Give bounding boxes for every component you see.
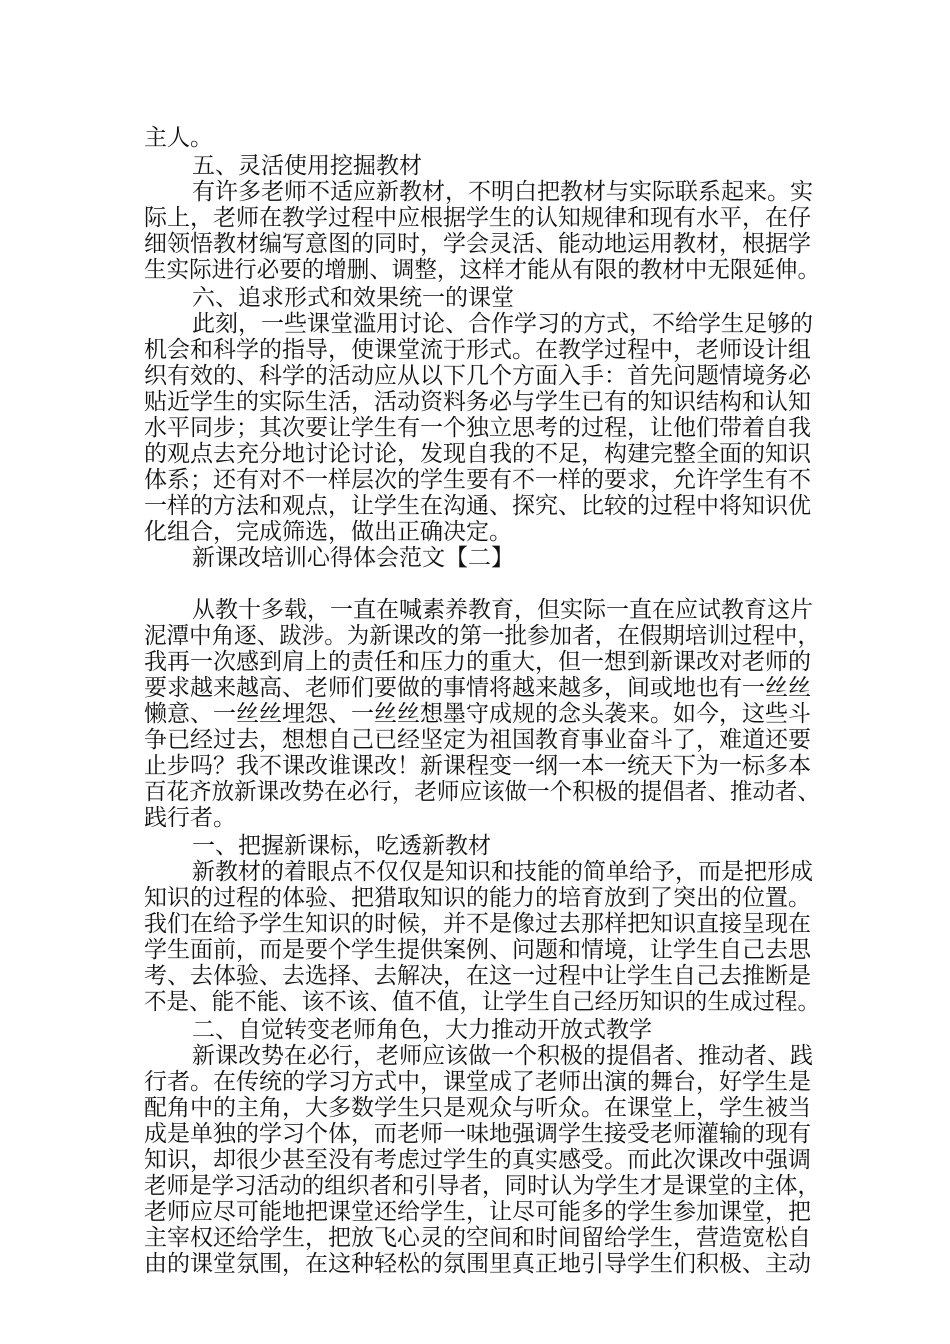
text-line: 老师是学习活动的组织者和引导者，同时认为学生才是课堂的主体， <box>144 1173 820 1199</box>
text-line: 行者。在传统的学习方式中，课堂成了老师出演的舞台，好学生是 <box>144 1069 811 1095</box>
text-line: 的观点去充分地讨论讨论，发现自我的不足，构建完整全面的知识 <box>144 441 811 467</box>
text-line: 我再一次感到肩上的责任和压力的重大，但一想到新课改对老师的 <box>144 649 811 675</box>
text-line: 学生面前，而是要个学生提供案例、问题和情境，让学生自己去思 <box>144 937 811 963</box>
text-line: 考、去体验、去选择、去解决，在这一过程中让学生自己去推断是 <box>144 963 811 989</box>
text-line: 化组合，完成筛选，做出正确决定。 <box>144 519 512 545</box>
text-line: 此刻，一些课堂滥用讨论、合作学习的方式，不给学生足够的 <box>192 311 813 337</box>
text-line: 老师应尽可能地把课堂还给学生，让尽可能多的学生参加课堂，把 <box>144 1199 811 1225</box>
text-line: 主人。 <box>144 125 213 151</box>
section-heading: 六、追求形式和效果统一的课堂 <box>192 285 514 311</box>
text-line: 体系；还有对不一样层次的学生要有不一样的要求，允许学生有不 <box>144 467 811 493</box>
text-line: 一样的方法和观点，让学生在沟通、探究、比较的过程中将知识优 <box>144 493 811 519</box>
text-line: 新教材的着眼点不仅仅是知识和技能的简单给予，而是把形成 <box>192 859 813 885</box>
text-line: 有许多老师不适应新教材，不明白把教材与实际联系起来。实 <box>192 179 813 205</box>
section-heading: 二、自觉转变老师角色，大力推动开放式教学 <box>192 1017 652 1043</box>
text-line: 泥潭中角逐、跋涉。为新课改的第一批参加者，在假期培训过程中， <box>144 623 820 649</box>
text-line: 止步吗？我不课改谁课改！新课程变一纲一本一统天下为一标多本 <box>144 753 811 779</box>
text-line: 成是单独的学习个体，而老师一味地强调学生接受老师灌输的现有 <box>144 1121 811 1147</box>
text-line: 争已经过去，想想自己已经坚定为祖国教育事业奋斗了，难道还要 <box>144 727 811 753</box>
text-line: 由的课堂氛围，在这种轻松的氛围里真正地引导学生们积极、主动 <box>144 1251 811 1277</box>
text-line: 知识，却很少甚至没有考虑过学生的真实感受。而此次课改中强调 <box>144 1147 811 1173</box>
text-line: 主宰权还给学生，把放飞心灵的空间和时间留给学生，营造宽松自 <box>144 1225 811 1251</box>
text-line: 水平同步；其次要让学生有一个独立思考的过程，让他们带着自我 <box>144 415 811 441</box>
text-line: 要求越来越高、老师们要做的事情将越来越多，间或地也有一丝丝 <box>144 675 811 701</box>
text-line: 新课改势在必行，老师应该做一个积极的提倡者、推动者、践 <box>192 1043 813 1069</box>
text-line: 百花齐放新课改势在必行，老师应该做一个积极的提倡者、推动者、 <box>144 779 820 805</box>
section-heading: 一、把握新课标，吃透新教材 <box>192 833 491 859</box>
text-line: 际上，老师在教学过程中应根据学生的认知规律和现有水平，在仔 <box>144 205 811 231</box>
article-title: 新课改培训心得体会范文【二】 <box>192 545 514 571</box>
text-line: 贴近学生的实际生活，活动资料务必与学生已有的知识结构和认知 <box>144 389 811 415</box>
text-line: 知识的过程的体验、把猎取知识的能力的培育放到了突出的位置。 <box>144 885 811 911</box>
text-line: 我们在给予学生知识的时候，并不是像过去那样把知识直接呈现在 <box>144 911 811 937</box>
text-line: 不是、能不能、该不该、值不值，让学生自己经历知识的生成过程。 <box>144 989 820 1015</box>
text-line: 践行者。 <box>144 805 236 831</box>
text-line: 配角中的主角，大多数学生只是观众与听众。在课堂上，学生被当 <box>144 1095 811 1121</box>
text-line: 懒意、一丝丝埋怨、一丝丝想墨守成规的念头袭来。如今，这些斗 <box>144 701 811 727</box>
text-line: 生实际进行必要的增删、调整，这样才能从有限的教材中无限延伸。 <box>144 257 820 283</box>
text-line: 细领悟教材编写意图的同时，学会灵活、能动地运用教材，根据学 <box>144 231 811 257</box>
text-line: 机会和科学的指导，使课堂流于形式。在教学过程中，老师设计组 <box>144 337 811 363</box>
text-line: 织有效的、科学的活动应从以下几个方面入手：首先问题情境务必 <box>144 363 811 389</box>
section-heading: 五、灵活使用挖掘教材 <box>192 153 422 179</box>
text-line: 从教十多载，一直在喊素养教育，但实际一直在应试教育这片 <box>192 597 813 623</box>
